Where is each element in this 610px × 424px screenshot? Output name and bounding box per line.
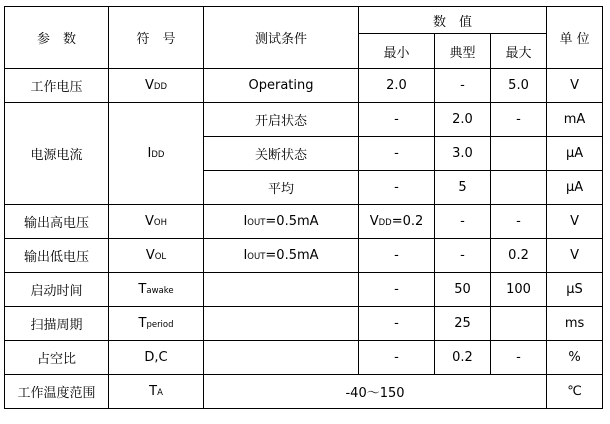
condition-cell: [204, 273, 359, 307]
unit-cell: μA: [547, 137, 603, 171]
max-cell: 0.2: [491, 239, 547, 273]
unit-cell: μA: [547, 171, 603, 205]
symbol-cell: VOL: [109, 239, 204, 273]
condition-cell: IOUT=0.5mA: [204, 239, 359, 273]
row-ta: [5, 375, 603, 409]
header-condition: 测试条件: [204, 7, 359, 69]
min-cell: -: [359, 341, 435, 375]
typ-cell: -: [435, 69, 491, 103]
unit-cell: V: [547, 205, 603, 239]
symbol-cell: Tawake: [109, 273, 204, 307]
header-param: 参 数: [5, 7, 109, 69]
min-cell: -: [359, 239, 435, 273]
max-cell: [491, 307, 547, 341]
header-typ: 典型: [435, 34, 491, 69]
symbol-cell: Tperiod: [109, 307, 204, 341]
typ-cell: 3.0: [435, 137, 491, 171]
symbol-cell: D,C: [109, 341, 204, 375]
typ-cell: 5: [435, 171, 491, 205]
typ-cell: 25: [435, 307, 491, 341]
condition-cell: 关断状态: [204, 137, 359, 171]
condition-cell: [204, 307, 359, 341]
max-cell: [491, 171, 547, 205]
min-cell: -: [359, 273, 435, 307]
typ-cell: 50: [435, 273, 491, 307]
unit-cell: mA: [547, 103, 603, 137]
min-cell: -: [359, 137, 435, 171]
param-cell: 输出高电压: [5, 205, 109, 239]
unit-cell: μS: [547, 273, 603, 307]
param-cell: 电源电流: [5, 103, 109, 205]
condition-cell: Operating: [204, 69, 359, 103]
unit-cell: ℃: [547, 375, 603, 409]
spec-table: [4, 6, 603, 409]
condition-cell: 平均: [204, 171, 359, 205]
unit-cell: V: [547, 239, 603, 273]
min-cell: -: [359, 307, 435, 341]
max-cell: 5.0: [491, 69, 547, 103]
param-cell: 输出低电压: [5, 239, 109, 273]
min-cell: -: [359, 103, 435, 137]
condition-cell: 开启状态: [204, 103, 359, 137]
max-cell: [491, 137, 547, 171]
symbol-cell: IDD: [109, 103, 204, 205]
max-cell: -: [491, 205, 547, 239]
min-cell: VDD=0.2: [359, 205, 435, 239]
symbol-cell: VOH: [109, 205, 204, 239]
typ-cell: -: [435, 239, 491, 273]
symbol-cell: TA: [109, 375, 204, 409]
row-voh: [5, 205, 603, 239]
row-vol: [5, 239, 603, 273]
min-cell: 2.0: [359, 69, 435, 103]
typ-cell: -: [435, 205, 491, 239]
param-cell: 启动时间: [5, 273, 109, 307]
typ-cell: 0.2: [435, 341, 491, 375]
row-duty-cycle: [5, 341, 603, 375]
param-cell: 工作电压: [5, 69, 109, 103]
row-idd-on: [5, 103, 603, 137]
param-cell: 扫描周期: [5, 307, 109, 341]
header-max: 最大: [491, 34, 547, 69]
unit-cell: ms: [547, 307, 603, 341]
header-min: 最小: [359, 34, 435, 69]
max-cell: -: [491, 341, 547, 375]
min-cell: -: [359, 171, 435, 205]
param-cell: 占空比: [5, 341, 109, 375]
unit-cell: V: [547, 69, 603, 103]
unit-cell: %: [547, 341, 603, 375]
condition-cell: IOUT=0.5mA: [204, 205, 359, 239]
temperature-range-cell: -40～150: [204, 375, 547, 409]
max-cell: -: [491, 103, 547, 137]
header-row-1: [5, 7, 603, 34]
max-cell: 100: [491, 273, 547, 307]
param-cell: 工作温度范围: [5, 375, 109, 409]
symbol-cell: VDD: [109, 69, 204, 103]
row-tperiod: [5, 307, 603, 341]
header-unit: 单 位: [547, 7, 603, 69]
typ-cell: 2.0: [435, 103, 491, 137]
row-tawake: [5, 273, 603, 307]
header-symbol: 符 号: [109, 7, 204, 69]
row-vdd: [5, 69, 603, 103]
condition-cell: [204, 341, 359, 375]
header-value: 数 值: [359, 7, 547, 34]
